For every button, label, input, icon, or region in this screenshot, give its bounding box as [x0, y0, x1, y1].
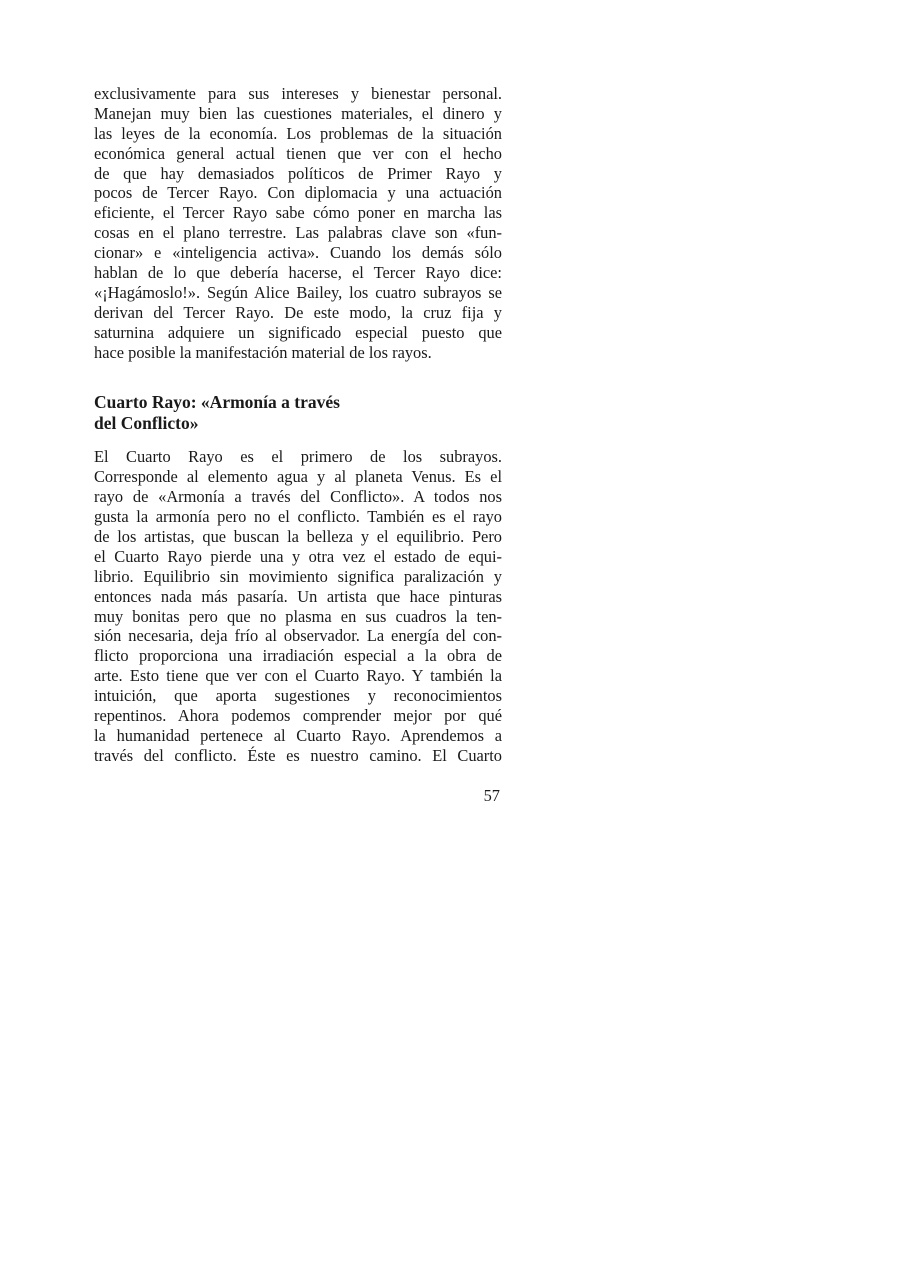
text-line: de los artistas, que buscan la belleza y el equilibrio. Pero — [94, 527, 502, 547]
text-line: cosas en el plano terrestre. Las palabras clave son «fun- — [94, 223, 502, 243]
heading-line: del Conflicto» — [94, 412, 199, 433]
text-line: pocos de Tercer Rayo. Con diplomacia y una actuación — [94, 183, 502, 203]
text-line: flicto proporciona una irradiación especial a la obra de — [94, 646, 502, 666]
section-heading — [94, 392, 502, 433]
text-column — [94, 84, 502, 766]
text-line: las leyes de la economía. Los problemas de la situación — [94, 123, 502, 143]
text-line: económica general actual tienen que ver con el hecho — [94, 143, 502, 163]
text-line: rayo de «Armonía a través del Conflicto». A todos nos — [94, 487, 502, 507]
text-line: de que hay demasiados políticos de Primer Rayo y — [94, 163, 502, 183]
text-line: eficiente, el Tercer Rayo sabe cómo poner en marcha las — [94, 203, 502, 223]
text-line: repentinos. Ahora podemos comprender mejor por qué — [94, 706, 502, 726]
text-line: entonces nada más pasaría. Un artista que hace pinturas — [94, 586, 502, 606]
heading-line: Cuarto Rayo: «Armonía a través — [94, 392, 340, 413]
paragraph-third-ray — [94, 84, 502, 362]
text-line: «¡Hagámoslo!». Según Alice Bailey, los cuatro subrayos se — [94, 282, 502, 302]
text-line: exclusivamente para sus intereses y bienestar personal. — [94, 84, 502, 103]
text-line: saturnina adquiere un significado especial puesto que — [94, 322, 502, 342]
text-line: muy bonitas pero que no plasma en sus cuadros la ten- — [94, 606, 502, 626]
text-line: arte. Esto tiene que ver con el Cuarto Rayo. Y también la — [94, 666, 502, 686]
page-number: 57 — [483, 786, 500, 805]
text-line: cionar» e «inteligencia activa». Cuando los demás sólo — [94, 243, 502, 263]
text-line: gusta la armonía pero no el conflicto. También es el rayo — [94, 507, 502, 527]
text-line: sión necesaria, deja frío al observador. La energía del con- — [94, 626, 502, 646]
text-line: Manejan muy bien las cuestiones materiales, el dinero y — [94, 103, 502, 123]
text-line: el Cuarto Rayo pierde una y otra vez el estado de equi- — [94, 546, 502, 566]
text-line: hace posible la manifestación material de los rayos. — [94, 342, 432, 362]
text-line: Corresponde al elemento agua y al planeta Venus. Es el — [94, 467, 502, 487]
text-line: El Cuarto Rayo es el primero de los subrayos. — [94, 447, 502, 467]
text-line: la humanidad pertenece al Cuarto Rayo. Aprendemos a — [94, 725, 502, 745]
paragraph-fourth-ray — [94, 447, 502, 765]
text-line: intuición, que aporta sugestiones y reconocimientos — [94, 686, 502, 706]
text-line: derivan del Tercer Rayo. De este modo, la cruz fija y — [94, 302, 502, 322]
text-line: librio. Equilibrio sin movimiento significa paralización y — [94, 566, 502, 586]
text-line: través del conflicto. Éste es nuestro camino. El Cuarto — [94, 745, 502, 765]
text-line: hablan de lo que debería hacerse, el Tercer Rayo dice: — [94, 263, 502, 283]
